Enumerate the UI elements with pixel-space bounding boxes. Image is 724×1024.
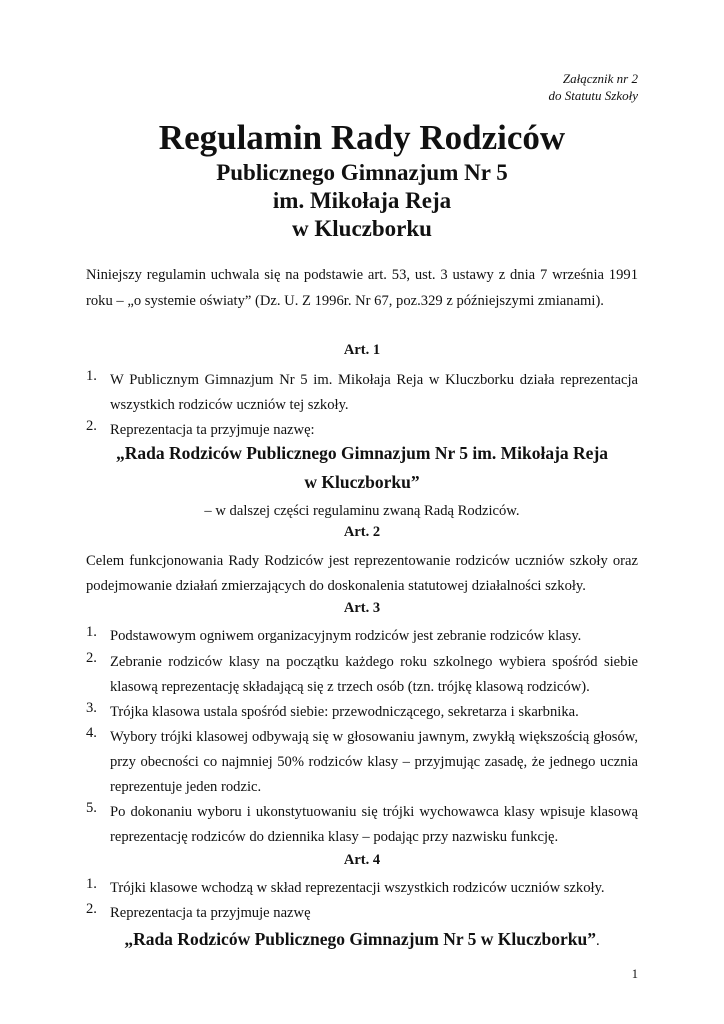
art4-item-2-number: 2.: [86, 901, 97, 917]
art4-quote-period: .: [596, 933, 600, 949]
document-title: Regulamin Rady Rodziców: [158, 118, 566, 157]
art1-item-1-line-1: W Publicznym Gimnazjum Nr 5 im. Mikołaja Reja w Kluczborku działa reprezentacja: [110, 372, 638, 388]
attachment-note: [548, 70, 638, 104]
intro-line-1: Niniejszy regulamin uchwala się na podstawie art. 53, ust. 3 ustawy z dnia 7 września 1991: [86, 267, 638, 283]
art4-item-2-line-1: Reprezentacja ta przyjmuje nazwę: [110, 905, 311, 921]
art-1-heading: Art. 1: [343, 342, 381, 358]
art3-item-5-line-2: reprezentację rodziców do dziennika klasy – podając przy nazwisku funkcję.: [110, 829, 559, 845]
attachment-line-2: do Statutu Szkoły: [548, 88, 638, 103]
art3-item-4-line-3: reprezentuje jeden rodzic.: [110, 779, 262, 795]
art2-line-1: Celem funkcjonowania Rady Rodziców jest reprezentowanie rodziców uczniów szkoły oraz: [86, 553, 638, 569]
art2-line-2: podejmowanie działań zmierzających do doskonalenia statutowej działalności szkoły.: [86, 578, 586, 594]
art1-quote-line-1: „Rada Rodziców Publicznego Gimnazjum Nr 5 im. Mikołaja Reja: [115, 443, 609, 463]
art3-item-4-line-1: Wybory trójki klasowej odbywają się w głosowaniu jawnym, zwykłą większością głosów,: [110, 729, 638, 745]
art1-item-2-number: 2.: [86, 418, 97, 434]
art3-item-2-number: 2.: [86, 650, 97, 666]
art-4-heading: Art. 4: [343, 852, 381, 868]
subtitle-city: w Kluczborku: [292, 216, 432, 241]
art3-item-5-number: 5.: [86, 800, 97, 816]
art3-item-1-line-1: Podstawowym ogniwem organizacyjnym rodziców jest zebranie rodziców klasy.: [110, 628, 582, 644]
art3-item-4-line-2: przy obecności co najmniej 50% rodziców klasy – przyjmując zasadę, że jednego ucznia: [110, 754, 638, 770]
art1-item-1-line-2: wszystkich rodziców uczniów tej szkoły.: [110, 397, 349, 413]
subtitle-school: Publicznego Gimnazjum Nr 5: [216, 160, 508, 185]
art3-item-2-line-1: Zebranie rodziców klasy na początku każdego roku szkolnego wybiera spośród siebie: [110, 654, 638, 670]
art3-item-3-number: 3.: [86, 700, 97, 716]
page-number: 1: [631, 967, 638, 981]
art4-item-1-line-1: Trójki klasowe wchodzą w skład reprezentacji wszystkich rodziców uczniów szkoły.: [110, 880, 605, 896]
art3-item-3-line-1: Trójka klasowa ustala spośród siebie: przewodniczącego, sekretarza i skarbnika.: [110, 704, 579, 720]
art1-item-2-line-1: Reprezentacja ta przyjmuje nazwę:: [110, 422, 315, 438]
attachment-line-1: Załącznik nr 2: [562, 71, 638, 86]
art3-item-5-line-1: Po dokonaniu wyboru i ukonstytuowaniu się trójki wychowawca klasy wpisuje klasową: [110, 804, 638, 820]
art3-item-1-number: 1.: [86, 624, 97, 640]
art-2-heading: Art. 2: [343, 524, 381, 540]
intro-line-2: roku – „o systemie oświaty” (Dz. U. Z 1996r. Nr 67, poz.329 z późniejszymi zmianami).: [86, 293, 604, 309]
art4-quote: „Rada Rodziców Publicznego Gimnazjum Nr 5 w Kluczborku”: [124, 929, 597, 949]
art3-item-4-number: 4.: [86, 725, 97, 741]
subtitle-patron: im. Mikołaja Reja: [272, 188, 452, 213]
art4-item-1-number: 1.: [86, 876, 97, 892]
art1-item-1-number: 1.: [86, 368, 97, 384]
art1-after-quote: – w dalszej części regulaminu zwaną Radą Rodziców.: [204, 503, 520, 519]
art-3-heading: Art. 3: [343, 600, 381, 616]
art4-quote-line: [0, 928, 724, 954]
art3-item-2-line-2: klasową reprezentację składającą się z trzech osób (tzn. trójkę klasową rodziców).: [110, 679, 590, 695]
art1-quote-line-2: w Kluczborku”: [304, 472, 420, 492]
